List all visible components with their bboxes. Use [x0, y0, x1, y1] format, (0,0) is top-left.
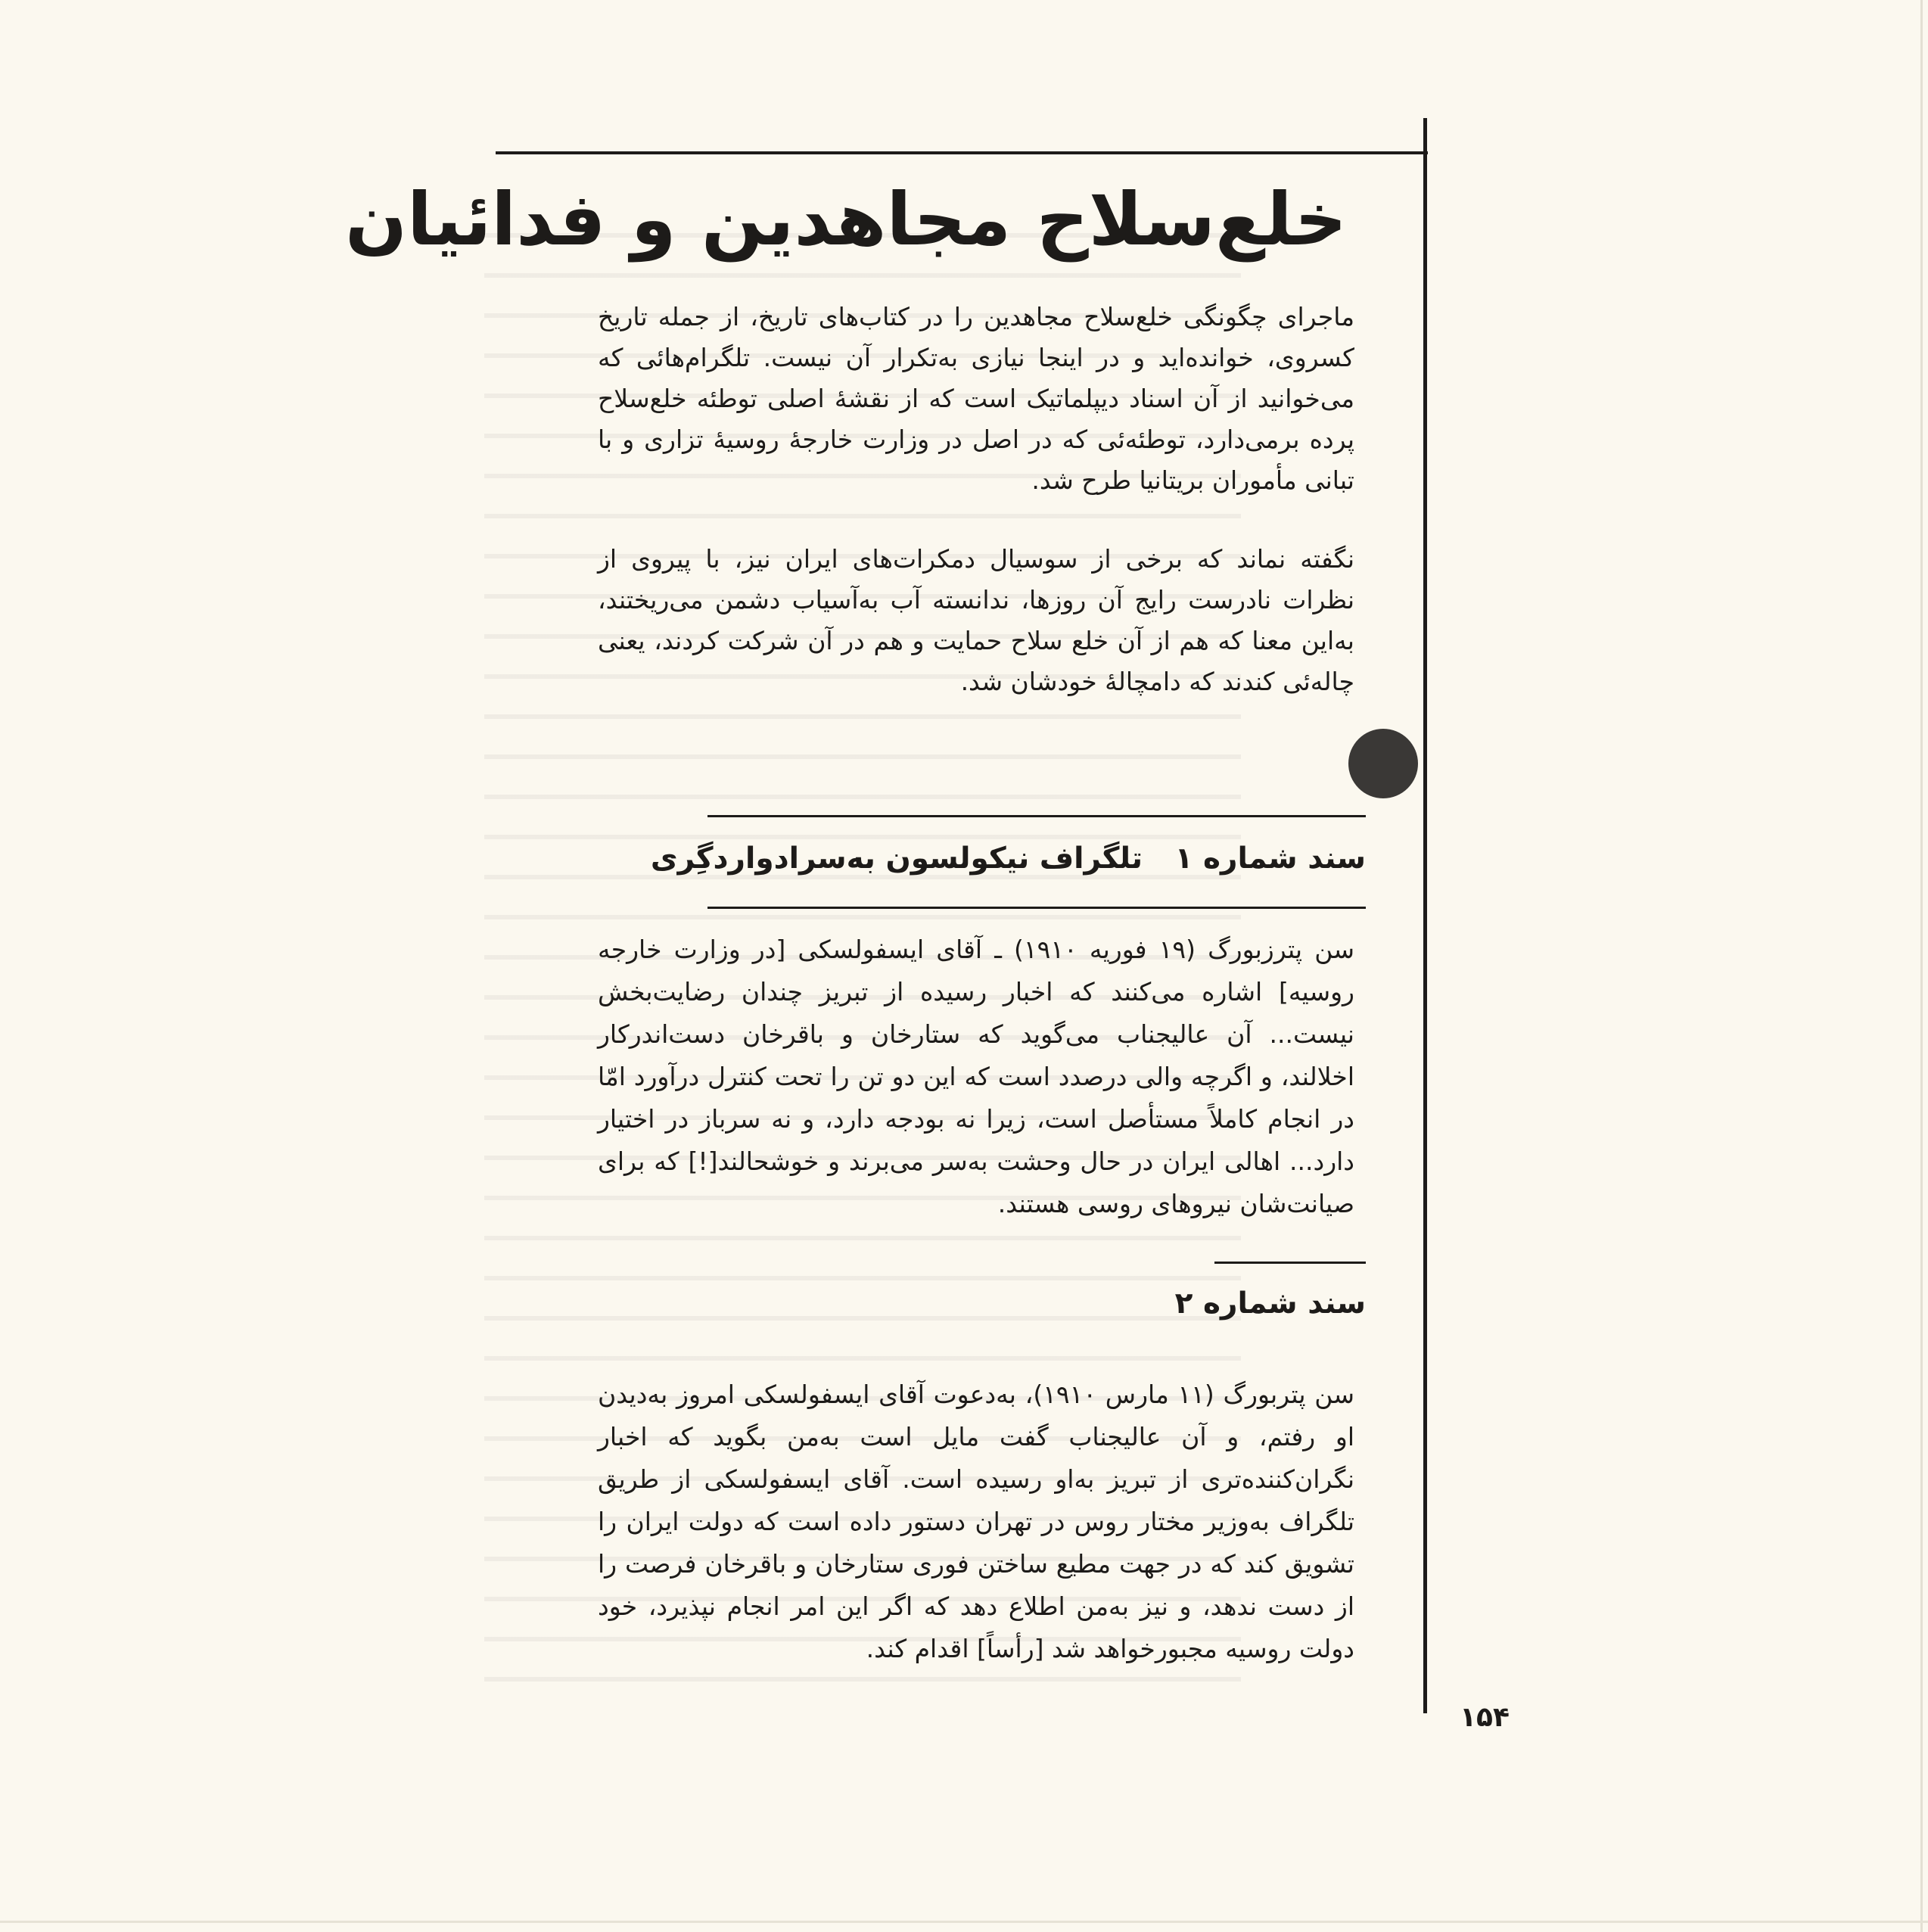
document-1-label: سند شماره ۱ [1174, 842, 1366, 876]
intro-paragraph-2: نگفته نماند که برخی از سوسیال دمکرات‌های ایران نیز، با پیروی از نظرات نادرست رایج آن روزها، ندانسته آب به‌آسیاب دشمن می‌ریختند، به‌این معنا که هم از آن خلع سلاح حمایت و هم در آن شرکت کردند، یعنی چاله‌ئی کندند که دامچالهٔ خودشان شد. [598, 544, 1354, 696]
frame-right-rule [1423, 118, 1427, 1713]
document-2-top-rule [1214, 1262, 1366, 1264]
punch-hole [1348, 729, 1418, 798]
frame-top-rule [496, 151, 1428, 154]
intro-paragraph-1: ماجرای چگونگی خلع‌سلاح مجاهدین را در کتاب‌های تاریخ، از جمله تاریخ کسروی، خوانده‌اید و در اینجا نیازی به‌تکرار آن نیست. تلگرام‌هائی که می‌خوانید از آن اسناد دیپلماتیک است که از نقشهٔ اصلی توطئه خلع‌سلاح پرده برمی‌دارد، توطئه‌ئی که در اصل در وزارت خارجهٔ روسیهٔ تزاری و با تبانی مأموران بریتانیا طرح شد. [598, 302, 1354, 495]
document-1-title: تلگراف نیکولسون به‌سرادواردگِری [650, 842, 1143, 876]
document-1-text: سن پترزبورگ (۱۹ فوریه ۱۹۱۰) ـ آقای ایسفولسکی [در وزارت خارجه روسیه] اشاره می‌کنند که اخبار رسیده از تبریز چندان رضایت‌بخش نیست... آن عالیجناب می‌گوید که ستارخان و باقرخان دست‌اندرکار اخلالند، و اگرچه والی درصدد است که این دو تن را تحت کنترل درآورد امّا در انجام کاملاً مستأصل است، زیرا نه بودجه دارد، و نه سرباز در اختیار دارد... اهالی ایران در حال وحشت به‌سر می‌برند و خوشحالند[!] که برای صیانت‌شان نیروهای روسی هستند. [598, 935, 1354, 1218]
scan-edge-bottom [0, 1921, 1928, 1923]
page-number: ۱۵۴ [1460, 1702, 1510, 1733]
document-2-text: سن پتربورگ (۱۱ مارس ۱۹۱۰)، به‌دعوت آقای ایسفولسکی امروز به‌دیدن او رفتم، و آن عالیجناب گفت مایل است به‌من بگوید که اخبار نگران‌کننده‌تری از تبریز به‌او رسیده است. آقای ایسفولسکی از طریق تلگراف به‌وزیر مختار روس در تهران دستور داده است که دولت ایران را تشویق کند که در جهت مطیع ساختن فوری ستارخان و باقرخان فرصت را از دست ندهد، و نیز به‌من اطلاع دهد که اگر این امر انجام نپذیرد، خود دولت روسیه مجبورخواهد شد [رأساً] اقدام کند. [598, 1380, 1354, 1663]
document-1-top-rule [707, 815, 1366, 817]
page-title: خلع‌سلاح مجاهدین و فدائیان [345, 177, 1347, 262]
document-1-bottom-rule [707, 907, 1366, 909]
scan-edge-right [1920, 0, 1923, 1932]
document-2-label: سند شماره ۲ [1174, 1286, 1366, 1321]
